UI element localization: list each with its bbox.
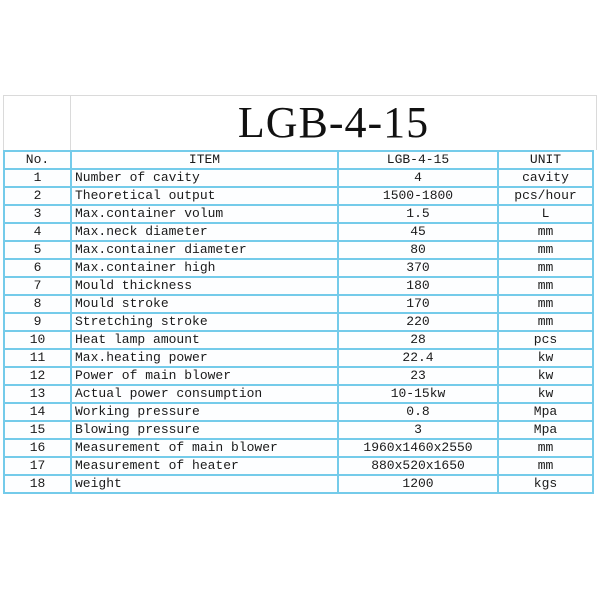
row-number-cell: 17 [4, 457, 71, 475]
value-cell: 23 [338, 367, 498, 385]
unit-cell: mm [498, 439, 593, 457]
item-cell: Measurement of heater [71, 457, 338, 475]
unit-cell: kw [498, 385, 593, 403]
item-cell: Number of cavity [71, 169, 338, 187]
table-row [4, 169, 593, 187]
item-cell: Working pressure [71, 403, 338, 421]
value-cell: 1.5 [338, 205, 498, 223]
value-cell: 1500-1800 [338, 187, 498, 205]
header-no: No. [4, 151, 71, 169]
header-unit: UNIT [498, 151, 593, 169]
table-row [4, 439, 593, 457]
row-number-cell: 6 [4, 259, 71, 277]
title-row [3, 95, 597, 150]
row-number-cell: 5 [4, 241, 71, 259]
unit-cell: kw [498, 367, 593, 385]
unit-cell: mm [498, 223, 593, 241]
value-cell: 10-15kw [338, 385, 498, 403]
row-number-cell: 9 [4, 313, 71, 331]
value-cell: 880x520x1650 [338, 457, 498, 475]
table-row [4, 205, 593, 223]
table-row [4, 259, 593, 277]
item-cell: Actual power consumption [71, 385, 338, 403]
value-cell: 3 [338, 421, 498, 439]
unit-cell: kgs [498, 475, 593, 493]
table-row [4, 331, 593, 349]
value-cell: 180 [338, 277, 498, 295]
row-number-cell: 7 [4, 277, 71, 295]
value-cell: 45 [338, 223, 498, 241]
row-number-cell: 3 [4, 205, 71, 223]
item-cell: Power of main blower [71, 367, 338, 385]
unit-cell: pcs/hour [498, 187, 593, 205]
table-row [4, 349, 593, 367]
unit-cell: kw [498, 349, 593, 367]
item-cell: Mould stroke [71, 295, 338, 313]
value-cell: 80 [338, 241, 498, 259]
row-number-cell: 14 [4, 403, 71, 421]
title-empty-cell [4, 96, 71, 150]
row-number-cell: 11 [4, 349, 71, 367]
table-row [4, 475, 593, 493]
unit-cell: mm [498, 277, 593, 295]
spec-table-body [4, 169, 593, 493]
table-row [4, 313, 593, 331]
item-cell: Max.container volum [71, 205, 338, 223]
item-cell: Mould thickness [71, 277, 338, 295]
table-row [4, 367, 593, 385]
item-cell: Max.container high [71, 259, 338, 277]
row-number-cell: 4 [4, 223, 71, 241]
value-cell: 22.4 [338, 349, 498, 367]
item-cell: Max.container diameter [71, 241, 338, 259]
model-title: LGB-4-15 [237, 97, 430, 147]
header-item: ITEM [71, 151, 338, 169]
unit-cell: mm [498, 259, 593, 277]
row-number-cell: 13 [4, 385, 71, 403]
value-cell: 1960x1460x2550 [338, 439, 498, 457]
row-number-cell: 12 [4, 367, 71, 385]
value-cell: 4 [338, 169, 498, 187]
unit-cell: pcs [498, 331, 593, 349]
row-number-cell: 18 [4, 475, 71, 493]
row-number-cell: 16 [4, 439, 71, 457]
unit-cell: Mpa [498, 421, 593, 439]
item-cell: Blowing pressure [71, 421, 338, 439]
table-row [4, 385, 593, 403]
table-row [4, 421, 593, 439]
row-number-cell: 2 [4, 187, 71, 205]
table-row [4, 241, 593, 259]
row-number-cell: 1 [4, 169, 71, 187]
table-row [4, 187, 593, 205]
header-row [4, 151, 593, 169]
header-model: LGB-4-15 [338, 151, 498, 169]
unit-cell: mm [498, 313, 593, 331]
item-cell: Max.heating power [71, 349, 338, 367]
item-cell: Measurement of main blower [71, 439, 338, 457]
value-cell: 28 [338, 331, 498, 349]
table-row [4, 457, 593, 475]
row-number-cell: 15 [4, 421, 71, 439]
unit-cell: mm [498, 295, 593, 313]
item-cell: Heat lamp amount [71, 331, 338, 349]
table-row [4, 403, 593, 421]
unit-cell: mm [498, 457, 593, 475]
unit-cell: mm [498, 241, 593, 259]
table-row [4, 295, 593, 313]
item-cell: Stretching stroke [71, 313, 338, 331]
value-cell: 170 [338, 295, 498, 313]
item-cell: weight [71, 475, 338, 493]
unit-cell: L [498, 205, 593, 223]
value-cell: 370 [338, 259, 498, 277]
item-cell: Theoretical output [71, 187, 338, 205]
table-row [4, 223, 593, 241]
item-cell: Max.neck diameter [71, 223, 338, 241]
value-cell: 0.8 [338, 403, 498, 421]
spec-table [3, 150, 594, 494]
row-number-cell: 8 [4, 295, 71, 313]
unit-cell: Mpa [498, 403, 593, 421]
value-cell: 1200 [338, 475, 498, 493]
unit-cell: cavity [498, 169, 593, 187]
value-cell: 220 [338, 313, 498, 331]
table-row [4, 277, 593, 295]
row-number-cell: 10 [4, 331, 71, 349]
